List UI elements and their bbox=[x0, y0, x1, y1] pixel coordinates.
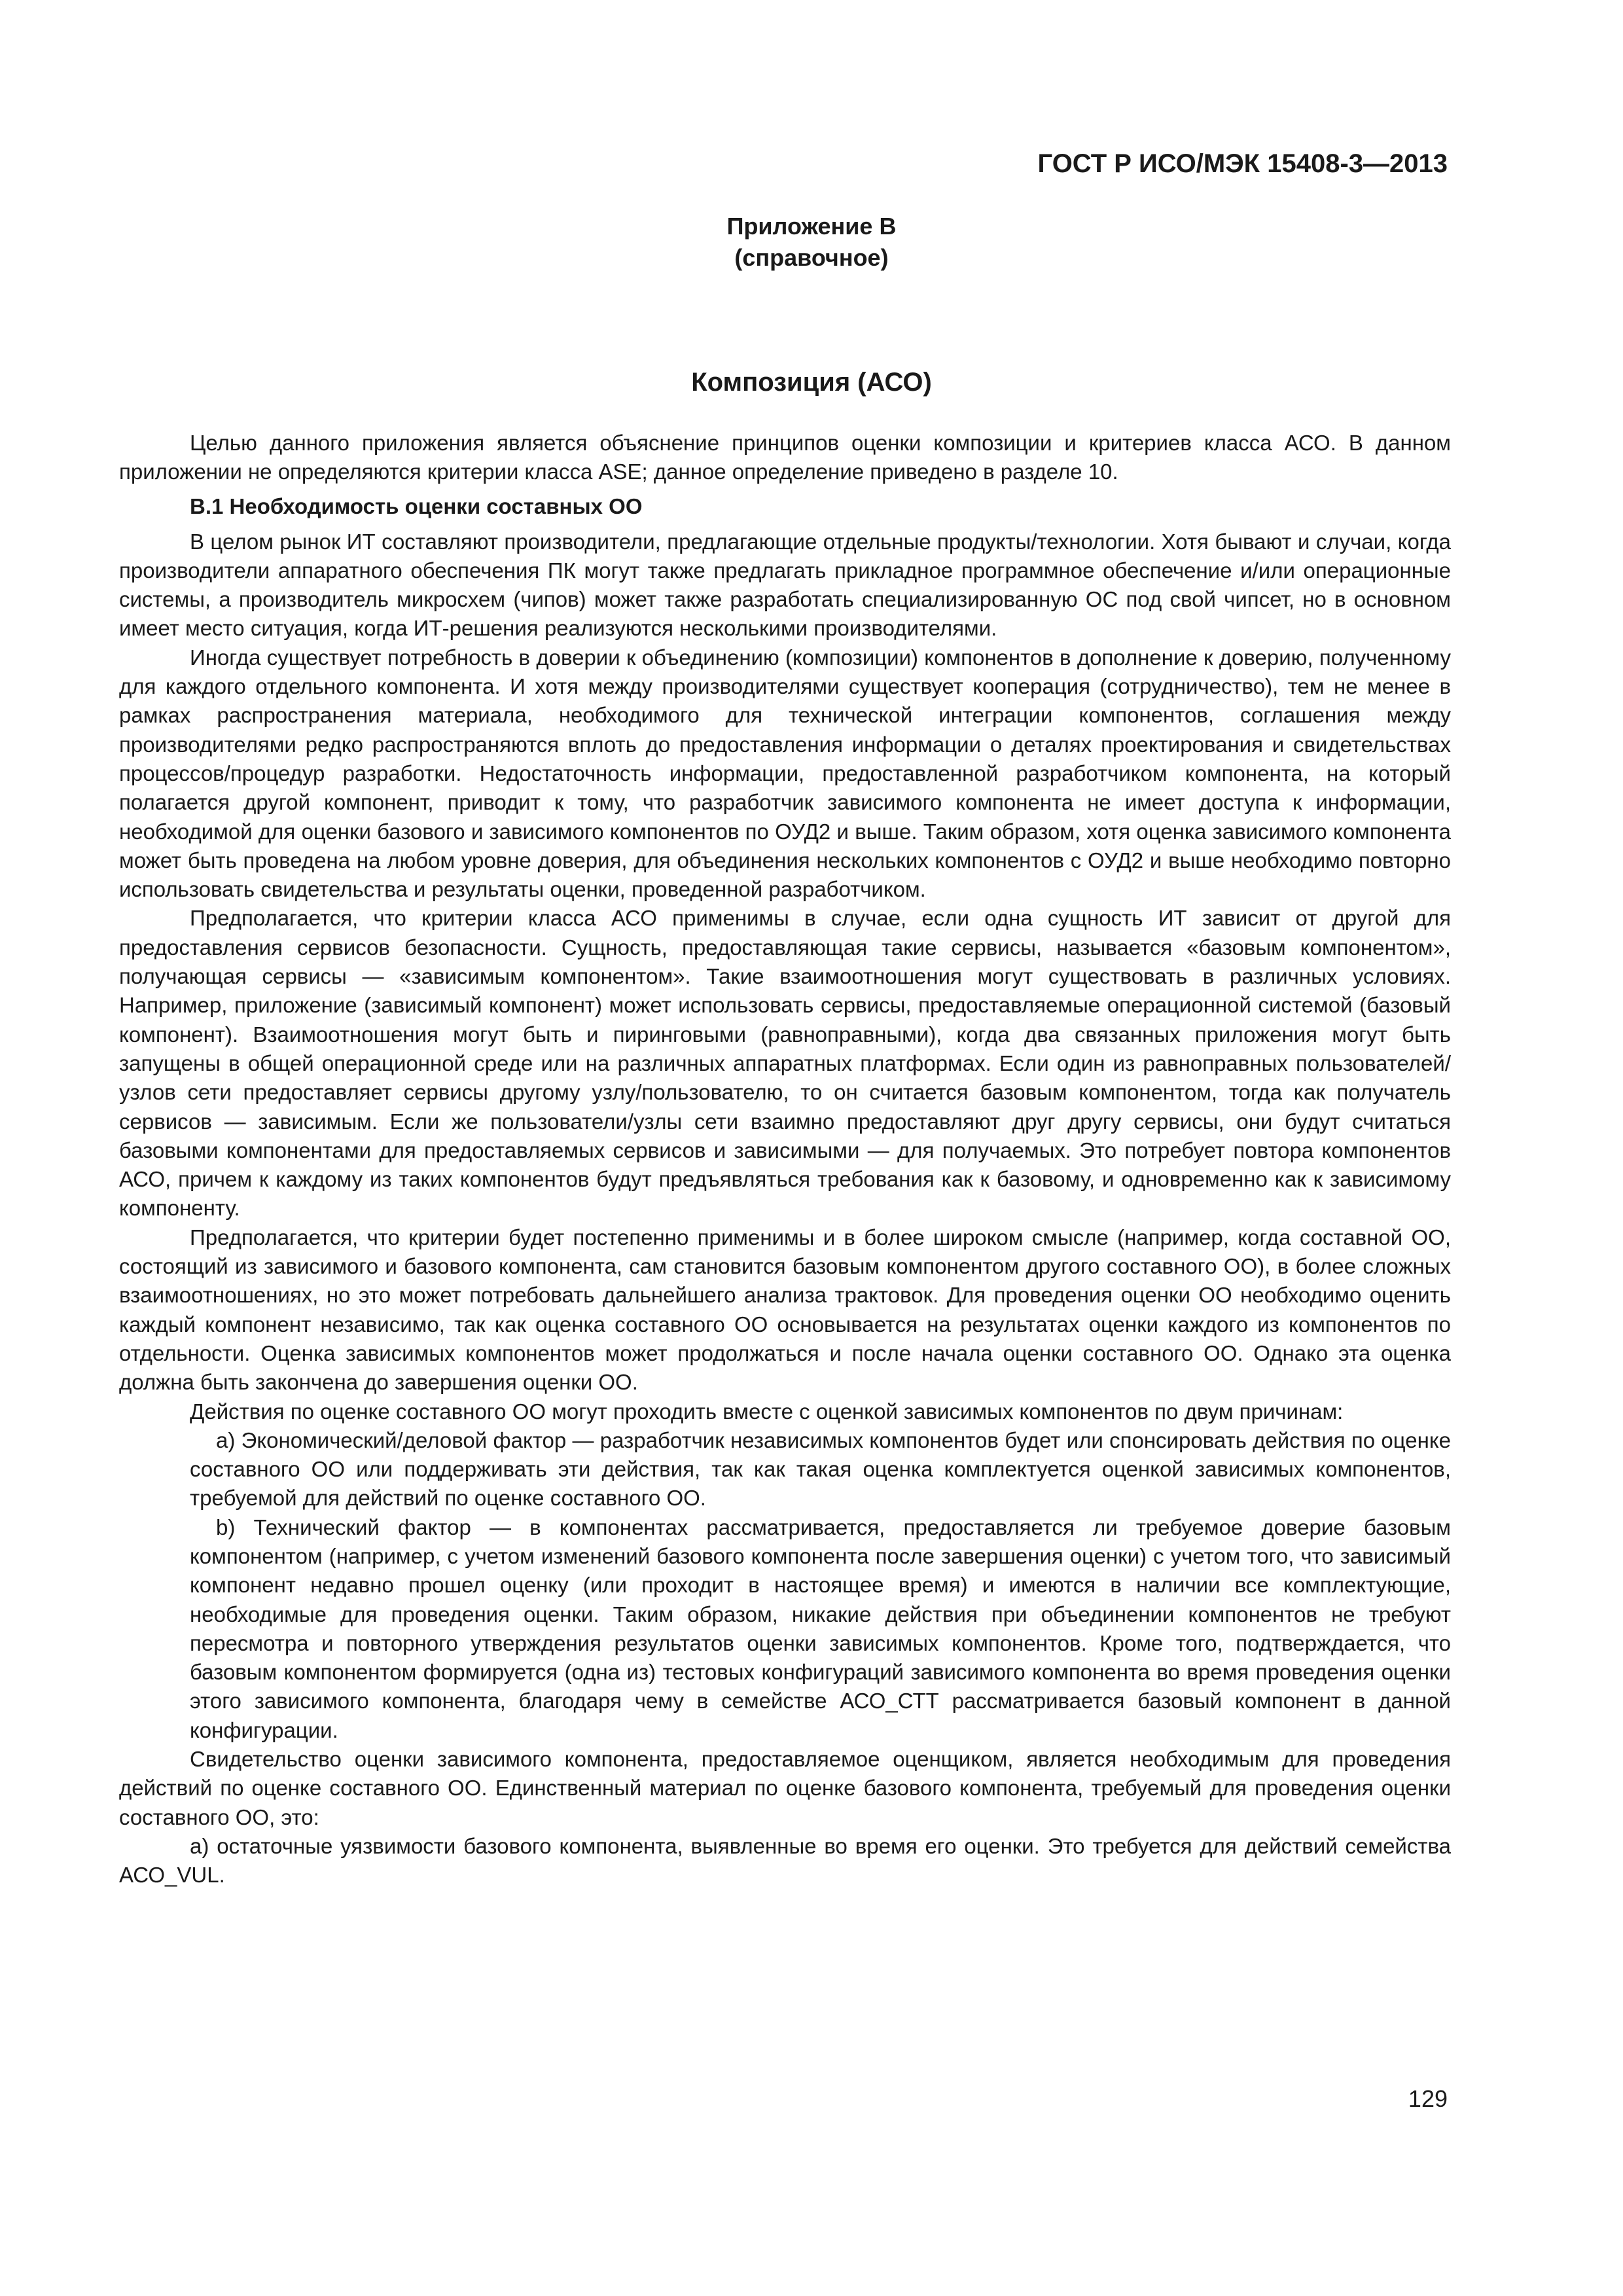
annex-heading bbox=[0, 211, 1623, 274]
annex-main-title: Композиция (АСО) bbox=[691, 368, 932, 397]
page-number: 129 bbox=[1408, 2085, 1448, 2112]
annex-title: Приложение В bbox=[726, 213, 897, 240]
paragraph: Действия по оценке составного ОО могут проходить вместе с оценкой зависимых компонентов по двум причинам: bbox=[190, 1399, 1344, 1424]
paragraph: Предполагается, что критерии будет постепенно применимы и в более широком смысле (например, когда составной ОО, состоящий из зависимого и базового компонента, сам становится базовым компонентом другого составного ОО), в более сложных взаимоотношениях, но это может потребовать дальнейшего анализа трактовок. Для проведения оценки ОО необходимо оценить каждый компонент независимо, так как оценка составного ОО основывается на результатах оценки каждого из компонентов по отдельности. Оценка зависимых компонентов может продолжаться и после начала оценки составного ОО. Однако эта оценка должна быть закончена до завершения оценки ОО. bbox=[119, 1225, 1451, 1395]
section-heading: В.1 Необходимость оценки составных ОО bbox=[190, 493, 643, 518]
paragraph: Предполагается, что критерии класса АСО применимы в случае, если одна сущность ИТ зависит от другой для предоставления сервисов безопасности. Сущность, предоставляющая такие сервисы, называется «базовым компонентом», получающая сервисы — «зависимым компонентом». Такие взаимоотношения могут существовать в различных условиях. Например, приложение (зависимый компонент) может использовать сервисы, предоставляемые операционной системой (базовый компонент). Взаимоотношения могут быть и пиринговыми (равноправными), когда два связанных приложения могут быть запущены в общей операционной среде или на различных аппаратных платформах. Если один из равноправных пользователей/узлов сети предоставляет сервисы другому узлу/пользователю, то он считается базовым компонентом, тогда как получатель сервисов — зависимым. Если же пользователи/узлы сети взаимно предоставляют друг другу сервисы, они будут считаться базовыми компонентами для предоставляемых сервисов и зависимыми — для получаемых. Это потребует повтора компонентов АСО, причем к каждому из таких компонентов будут предъявляться требования как к базовому, и одновременно как к зависимому компоненту. bbox=[119, 906, 1451, 1221]
paragraph: В целом рынок ИТ составляют производители, предлагающие отдельные продукты/технологии. Хотя бывают и случаи, когда производители аппаратного обеспечения ПК могут также предлагать прикладное программное обеспечение и/или операционные системы, а производитель микросхем (чипов) может также разработать специализированную ОС под свой чипсет, но в основном имеет место ситуация, когда ИТ-решения реализуются несколькими производителями. bbox=[119, 529, 1451, 641]
annex-type: (справочное) bbox=[734, 244, 889, 271]
intro-paragraph: Целью данного приложения является объяснение принципов оценки композиции и критериев класса АСО. В данном приложении не определяются критерии класса ASE; данное определение приведено в разделе 10. bbox=[119, 431, 1451, 484]
list-item: a) Экономический/деловой фактор — разработчик независимых компонентов будет или спонсировать действия по оценке составного ОО или поддерживать эти действия, так как такая оценка комплектуется оценкой зависимых компонентов, требуемой для действий по оценке составного ОО. bbox=[190, 1427, 1451, 1511]
body-text bbox=[119, 429, 1451, 1890]
list-item: b) Технический фактор — в компонентах рассматривается, предоставляется ли требуемое доверие базовым компонентом (например, с учетом изменений базового компонента после завершения оценки) с учетом того, что зависимый компонент недавно прошел оценку (или проходит в настоящее время) и имеются в наличии все комплектующие, необходимые для проведения оценки. Таким образом, никакие действия при объединении компонентов не требуют пересмотра и повторного утверждения результатов оценки зависимых компонентов. Кроме того, подтверждается, что базовым компонентом формируется (одна из) тестовых конфигураций зависимого компонента во время проведения оценки этого зависимого компонента, благодаря чему в семействе АСО_СТТ рассматривается базовый компонент в данной конфигурации. bbox=[190, 1515, 1451, 1742]
paragraph: Свидетельство оценки зависимого компонента, предоставляемое оценщиком, является необходимым для проведения действий по оценке составного ОО. Единственный материал по оценке базового компонента, требуемый для проведения оценки составного ОО, это: bbox=[119, 1747, 1451, 1829]
standard-header: ГОСТ Р ИСО/МЭК 15408-3—2013 bbox=[1037, 149, 1448, 178]
paragraph: Иногда существует потребность в доверии к объединению (композиции) компонентов в дополнение к доверию, полученному для каждого отдельного компонента. И хотя между производителями существует кооперация (сотрудничество), тем не менее в рамках распространения материала, необходимого для технической интеграции компонентов, соглашения между производителями редко распространяются вплоть до предоставления информации о деталях проектирования и свидетельствах процессов/процедур разработки. Недостаточность информации, предоставленной разработчиком компонента, на который полагается другой компонент, приводит к тому, что разработчик зависимого компонента не имеет доступа к информации, необходимой для оценки базового и зависимого компонентов по ОУД2 и выше. Таким образом, хотя оценка зависимого компонента может быть проведена на любом уровне доверия, для объединения нескольких компонентов с ОУД2 и выше необходимо повторно использовать свидетельства и результаты оценки, проведенной разработчиком. bbox=[119, 645, 1451, 902]
paragraph: а) остаточные уязвимости базового компонента, выявленные во время его оценки. Это требуется для действий семейства АСО_VUL. bbox=[119, 1833, 1451, 1888]
